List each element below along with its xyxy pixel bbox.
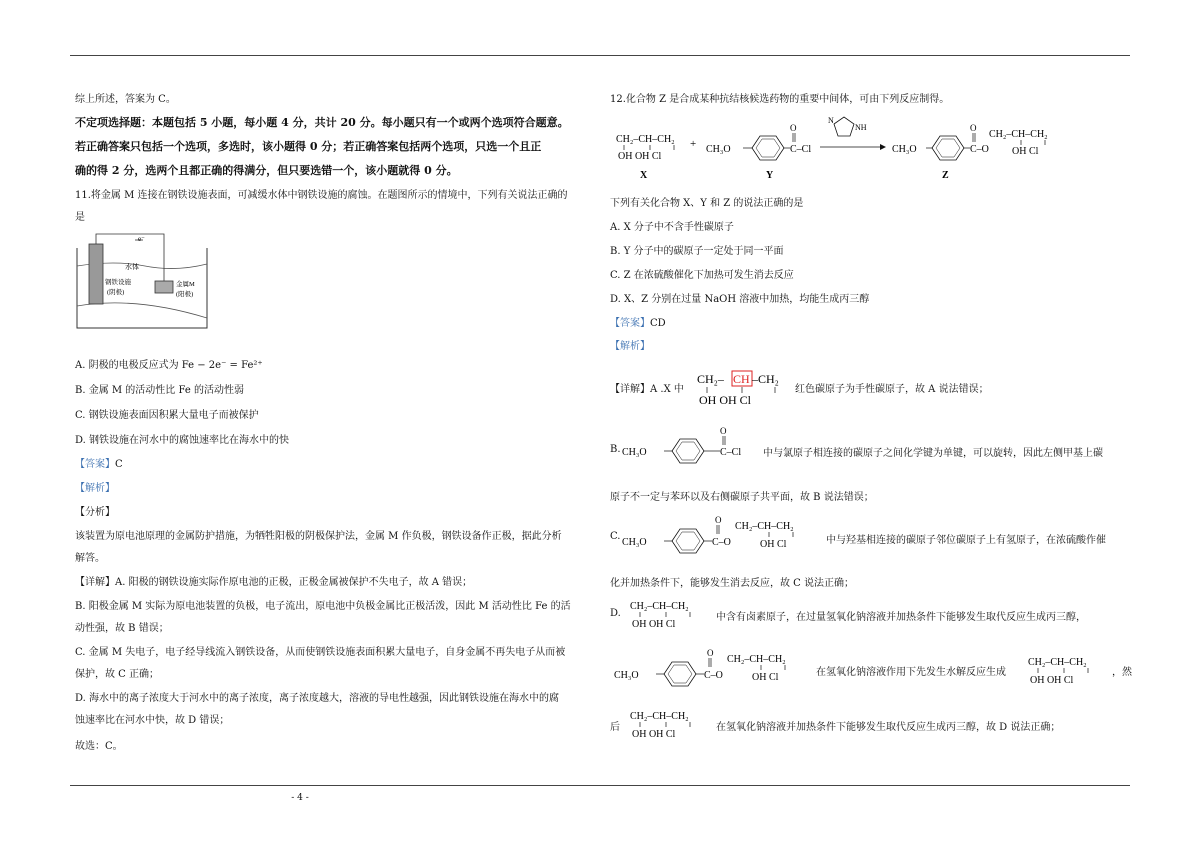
- formula-z-ring: [664, 662, 696, 686]
- y-carbonyl-o: O: [790, 123, 797, 133]
- reaction-scheme: [612, 112, 1102, 184]
- metal-label: 金属M: [176, 281, 195, 288]
- formula-z-substituents: OH Cl: [752, 672, 779, 683]
- q12-detail-d-prefix: D.: [610, 608, 621, 619]
- bottom-rule: [70, 785, 1130, 786]
- formula-z-o: O: [715, 515, 722, 525]
- section-header-line3: 确的得 2 分，选两个且都正确的得满分，但只要选错一个，该小题就得 0 分。: [75, 164, 458, 177]
- formula-ch2-left: CH₂–: [697, 372, 724, 386]
- formula-x-d1: [628, 596, 718, 632]
- q11-stem-end: 是: [75, 212, 85, 223]
- q11-fenxi-tag: 【分析】: [75, 507, 115, 518]
- y-methoxy: CH₃O: [706, 144, 731, 155]
- formula-z-substituents: OH Cl: [760, 539, 787, 550]
- q11-detail-c1: C. 金属 M 失电子，电子经导线流入钢铁设备，从而使钢铁设施表面积累大量电子，自身金属不再失电子从而被: [75, 647, 566, 658]
- x-substituents: OH OH Cl: [618, 151, 662, 162]
- q11-option-d: D. 钢铁设施在河水中的腐蚀速率比在海水中的快: [75, 435, 290, 446]
- q11-detail-d1: D. 海水中的离子浓度大于河水中的离子浓度，离子浓度越大，溶液的导电性越强，因此钢铁设施在海水中的腐: [75, 693, 560, 704]
- label-z: Z: [942, 170, 949, 181]
- q12-detail-d-last-suffix: 在氢氧化钠溶液并加热条件下能够发生取代反应生成丙三醇，故 D 说法正确；: [716, 722, 1061, 733]
- anode-label: (阳极): [176, 291, 194, 298]
- q11-stem: 11.将金属 M 连接在钢铁设施表面，可减缓水体中钢铁设施的腐蚀。在题图所示的情境中，下列有关说法正确的: [75, 190, 568, 201]
- formula-y-ring: [672, 439, 704, 463]
- y-benzene-ring: [752, 136, 784, 160]
- section-header-line1: 不定项选择题：本题包括 5 小题，每小题 4 分，共计 20 分。每小题只有一个或两个选项符合题意。: [75, 116, 569, 129]
- q11-conclusion: 故选：C。: [75, 741, 123, 752]
- q12-detail-a-prefix: 【详解】A .X 中: [610, 384, 684, 395]
- formula-z-d: [612, 645, 812, 695]
- q11-detail-b2: 动性强，故 B 错误；: [75, 623, 169, 634]
- metal-m-electrode: [155, 281, 173, 293]
- q12-detail-c-line2: 化并加热条件下，能够发生消去反应，故 C 说法正确；: [610, 578, 855, 589]
- q11-detail-b1: B. 阳极金属 M 实际为原电池装置的负极，电子流出，原电池中负极金属比正极活泼，因此 M 活动性比 Fe 的活: [75, 601, 571, 612]
- water-label: 水体: [125, 263, 139, 271]
- q11-option-a: A. 阴极的电极反应式为 Fe − 2e⁻ = Fe²⁺: [75, 360, 263, 371]
- corrosion-diagram: [75, 226, 215, 332]
- answer-value: C: [115, 459, 123, 470]
- formula-z-ester: C–O: [712, 537, 731, 548]
- plus-sign: +: [690, 138, 697, 150]
- imidazole-n: N: [828, 116, 834, 125]
- answer-tag: 【答案】: [610, 318, 650, 329]
- q12-detail-d-mid-end: ，然: [1112, 667, 1132, 678]
- q11-option-b: B. 金属 M 的活动性比 Fe 的活动性弱: [75, 385, 244, 396]
- formula-z-chain: CH₂–CH–CH₂: [735, 521, 794, 532]
- steel-electrode: [89, 244, 103, 304]
- z-benzene-ring: [932, 136, 964, 160]
- q12-detail-d-suffix: 中含有卤素原子，在过量氢氧化钠溶液并加热条件下能够发生取代反应生成丙三醇，: [716, 612, 1086, 623]
- q11-fenxi-line1: 该装置为原电池原理的金属防护措施，为牺牲阳极的阴极保护法，金属 M 作负极，钢铁设备作正极，据此分析: [75, 531, 562, 542]
- formula-z-o: O: [707, 648, 714, 658]
- page-number: - 4 -: [291, 793, 309, 803]
- label-x: X: [640, 170, 648, 181]
- formula-y: [620, 424, 760, 472]
- q12-option-d: D. X、Z 分别在过量 NaOH 溶液中加热，均能生成丙三醇: [610, 294, 870, 305]
- q12-detail-c-suffix: 中与羟基相连接的碳原子邻位碳原子上有氢原子，在浓硫酸作催: [826, 535, 1106, 546]
- q11-answer: [75, 455, 123, 470]
- imidazole-nh: NH: [855, 123, 867, 132]
- formula-z-methoxy: CH₃O: [614, 670, 639, 681]
- answer-value: CD: [650, 318, 666, 329]
- q12-stem: 12.化合物 Z 是合成某种抗结核候选药物的重要中间体，可由下列反应制得。: [610, 94, 950, 105]
- previous-conclusion: 综上所述，答案为 C。: [75, 94, 176, 105]
- q11-fenxi-line2: 解答。: [75, 553, 105, 564]
- z-ester: C–O: [970, 144, 989, 155]
- formula-z-c: [620, 512, 820, 562]
- formula-x-d2: [1026, 652, 1116, 688]
- formula-x-substituents: OH OH Cl: [1030, 675, 1074, 686]
- formula-z-chain: CH₂–CH–CH₂: [727, 654, 786, 665]
- formula-y-o: O: [720, 426, 727, 436]
- formula-x-substituents: OH OH Cl: [699, 393, 752, 407]
- q12-detail-b-prefix: B.: [610, 444, 621, 455]
- formula-x-chain: CH₂–CH–CH₂: [630, 711, 689, 722]
- q12-detail-c-prefix: C.: [610, 531, 621, 542]
- q12-detail-b-line2: 原子不一定与苯环以及右侧碳原子共平面，故 B 说法错误；: [610, 492, 874, 503]
- formula-x-chain: CH₂–CH–CH₂: [1028, 657, 1087, 668]
- z-methoxy: CH₃O: [892, 144, 917, 155]
- formula-y-methoxy: CH₃O: [622, 447, 647, 458]
- top-rule: [70, 55, 1130, 56]
- formula-x-chain: CH₂–CH–CH₂: [630, 601, 689, 612]
- z-chain: CH₂–CH–CH₂: [989, 129, 1048, 140]
- q12-option-a: A. X 分子中不含手性碳原子: [610, 222, 734, 233]
- q12-detail-d-last-prefix: 后: [610, 722, 620, 733]
- formula-z-methoxy: CH₃O: [622, 537, 647, 548]
- q12-option-c: C. Z 在浓硫酸催化下加热可发生消去反应: [610, 270, 794, 281]
- formula-x-substituents: OH OH Cl: [632, 729, 676, 740]
- answer-tag: 【答案】: [75, 459, 115, 470]
- z-carbonyl-o: O: [970, 123, 977, 133]
- formula-x-substituents: OH OH Cl: [632, 619, 676, 630]
- formula-y-acyl: C–Cl: [720, 447, 742, 458]
- q12-question: 下列有关化合物 X、Y 和 Z 的说法正确的是: [610, 198, 804, 209]
- imidazole-ring: [834, 117, 854, 136]
- section-header-line2: 若正确答案只包括一个选项，多选时，该小题得 0 分；若正确答案包括两个选项，只选一个且正: [75, 140, 542, 153]
- q11-detail-d2: 蚀速率比在河水中快，故 D 错误；: [75, 715, 230, 726]
- q12-detail-a-suffix: 红色碳原子为手性碳原子，故 A 说法错误；: [795, 384, 989, 395]
- q12-detail-d-mid: 在氢氧化钠溶液作用下先发生水解反应生成: [816, 667, 1006, 678]
- formula-x-d3: [628, 706, 718, 742]
- steel-label: 钢铁设施: [105, 279, 131, 286]
- q12-analysis-tag: 【解析】: [610, 341, 650, 352]
- q12-detail-b-suffix: 中与氯原子相连接的碳原子之间化学键为单键，可以旋转，因此左侧甲基上碳: [763, 448, 1103, 459]
- q11-analysis-tag: 【解析】: [75, 483, 115, 494]
- formula-ch2-right: –CH₂: [752, 372, 779, 386]
- formula-x-highlighted: [695, 368, 790, 408]
- y-acyl-chloride: C–Cl: [790, 144, 812, 155]
- z-substituents: OH Cl: [1012, 146, 1039, 157]
- electron-label: e⁻: [138, 235, 145, 243]
- formula-chiral-ch: CH: [733, 372, 750, 386]
- label-y: Y: [766, 170, 774, 181]
- x-chain: CH₂–CH–CH₂: [616, 134, 675, 145]
- q12-option-b: B. Y 分子中的碳原子一定处于同一平面: [610, 246, 784, 257]
- formula-z-ring: [672, 529, 704, 553]
- q11-option-c: C. 钢铁设施表面因积累大量电子而被保护: [75, 410, 259, 421]
- cathode-label: (阴极): [107, 289, 125, 296]
- formula-z-ester: C–O: [704, 670, 723, 681]
- q11-detail-a: 【详解】A. 阳极的钢铁设施实际作原电池的正极，正极金属被保护不失电子，故 A 错误；: [75, 577, 473, 588]
- q12-answer: [610, 314, 666, 329]
- q11-detail-c2: 保护，故 C 正确；: [75, 669, 160, 680]
